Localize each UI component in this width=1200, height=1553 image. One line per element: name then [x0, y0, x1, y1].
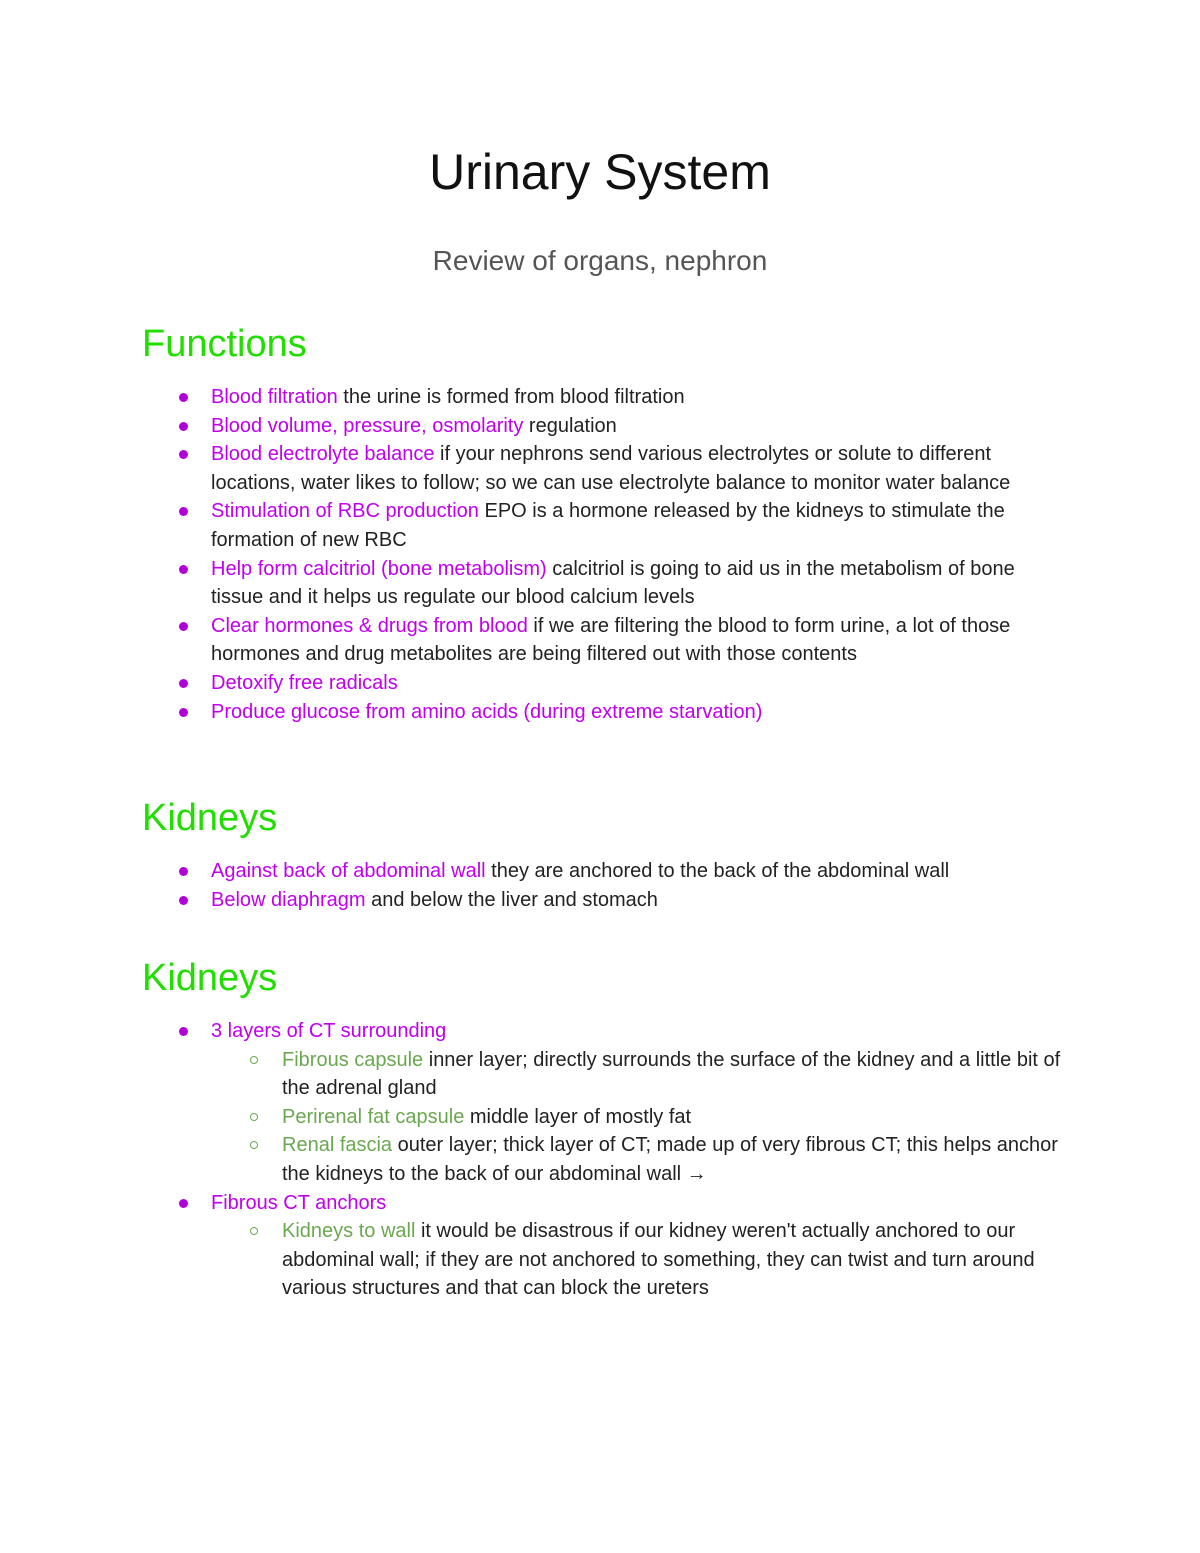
sub-list [211, 1046, 1071, 1189]
description: calcitriol is going to aid us in the metabolism of bone tissue and it helps us regulate our blood calcium levels [211, 557, 1015, 609]
description: they are anchored to the back of the abdominal wall [485, 860, 950, 882]
bullet-icon [179, 1199, 188, 1208]
term: Blood electrolyte balance [211, 443, 435, 466]
list-item [211, 857, 1071, 886]
section-heading-functions: Functions [142, 323, 307, 365]
bullet-icon [179, 679, 188, 688]
list-item [211, 669, 1071, 698]
term: Clear hormones & drugs from blood [211, 614, 528, 637]
document-subtitle: Review of organs, nephron [432, 245, 768, 276]
sub-term: Kidneys to wall [282, 1220, 416, 1243]
description: it would be disastrous if our kidney weren't actually anchored to our abdominal wall; if they are not anchored to something, they can twist and turn around various structures and that can block the ureters [282, 1220, 1035, 1300]
sub-list-item [282, 1046, 1071, 1103]
section-heading-kidneys-ct: Kidneys [142, 957, 278, 999]
description: EPO is a hormone released by the kidneys to stimulate the formation of new RBC [211, 500, 1005, 551]
hollow-bullet-icon [250, 1056, 258, 1064]
bullet-icon [179, 708, 188, 717]
sub-term: Renal fascia [282, 1134, 393, 1157]
description: outer layer; thick layer of CT; made up of very fibrous CT; this helps anchor the kidneys to the back of our abdominal wall → [282, 1134, 1058, 1185]
description: middle layer of mostly fat [464, 1105, 692, 1128]
term: Fibrous CT anchors [211, 1191, 387, 1214]
term: Against back of abdominal wall [211, 860, 486, 882]
bullet-icon [179, 867, 188, 876]
kidneys-location-list [211, 857, 1071, 914]
description: and below the liver and stomach [365, 888, 658, 911]
kidneys-ct-list [211, 1017, 1071, 1303]
bullet-icon [179, 393, 188, 402]
bullet-icon [179, 422, 188, 431]
bullet-icon [179, 450, 188, 459]
bullet-icon [179, 507, 188, 516]
term: Blood volume, pressure, osmolarity [211, 414, 524, 437]
description: inner layer; directly surrounds the surface of the kidney and a little bit of the adrenal gland [282, 1048, 1061, 1100]
list-item [211, 1017, 1071, 1189]
functions-list [211, 383, 1071, 726]
term: 3 layers of CT surrounding [211, 1020, 447, 1042]
list-item [211, 383, 1071, 412]
document-title: Urinary System [429, 144, 771, 200]
term: Help form calcitriol (bone metabolism) [211, 557, 547, 580]
bullet-icon [179, 1027, 188, 1036]
term: Below diaphragm [211, 888, 366, 911]
section-heading-kidneys: Kidneys [142, 797, 278, 839]
bullet-icon [179, 565, 188, 574]
list-item [211, 1189, 1071, 1303]
sub-list [211, 1217, 1071, 1303]
description: the urine is formed from blood filtration [337, 386, 685, 408]
term: Blood filtration [211, 386, 338, 408]
bullet-icon [179, 622, 188, 631]
list-item [211, 440, 1071, 497]
term: Detoxify free radicals [211, 671, 398, 694]
term: Produce glucose from amino acids (during extreme starvation) [211, 700, 763, 723]
list-item [211, 412, 1071, 441]
list-item [211, 612, 1071, 669]
hollow-bullet-icon [250, 1227, 258, 1235]
sub-term: Perirenal fat capsule [282, 1105, 465, 1128]
description: if we are filtering the blood to form urine, a lot of those hormones and drug metabolites are being filtered out with those contents [211, 614, 1011, 666]
list-item [211, 698, 1071, 727]
description: if your nephrons send various electrolytes or solute to different locations, water likes to follow; so we can use electrolyte balance to monitor water balance [211, 443, 1011, 494]
description: regulation [523, 414, 617, 437]
hollow-bullet-icon [250, 1113, 258, 1121]
sub-list-item [282, 1103, 1071, 1132]
term: Stimulation of RBC production [211, 500, 479, 523]
list-item [211, 555, 1071, 612]
sub-list-item [282, 1131, 1071, 1188]
sub-term: Fibrous capsule [282, 1048, 424, 1071]
list-item [211, 886, 1071, 915]
bullet-icon [179, 896, 188, 905]
list-item [211, 497, 1071, 554]
sub-list-item [282, 1217, 1071, 1303]
hollow-bullet-icon [250, 1141, 258, 1149]
